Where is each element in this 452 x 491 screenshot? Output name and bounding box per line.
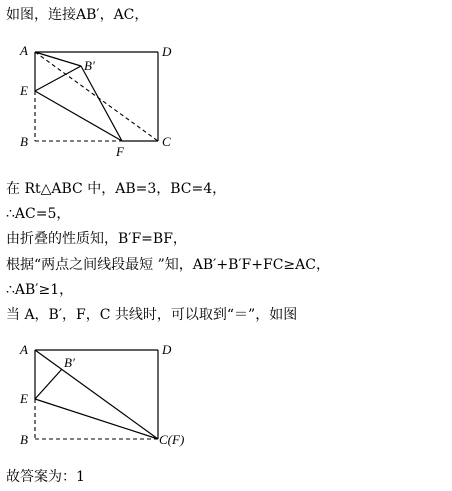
figure-1-diagram: [0, 36, 452, 156]
text-line-2: ∴AC=5，: [6, 206, 71, 222]
figure-2-diagram: [0, 336, 452, 456]
segment-ec: [35, 399, 158, 439]
label-e: E: [20, 83, 28, 98]
text-line-3: 由折叠的性质知，B′F=BF，: [6, 231, 187, 247]
label-b: B: [20, 432, 28, 447]
label-a: A: [20, 43, 28, 58]
intro-line: 如图，连接AB′，AC，: [6, 7, 149, 23]
answer-line: 故答案为：1: [6, 469, 85, 485]
figure-1: [0, 36, 452, 156]
label-d: D: [162, 342, 172, 357]
label-f: F: [116, 144, 124, 156]
segment-ac: [35, 350, 158, 439]
text-line-5: ∴AB′≥1，: [6, 282, 74, 298]
text-line-1: 在 Rt△ABC 中，AB=3，BC=4，: [6, 181, 227, 197]
label-c: C: [162, 134, 171, 149]
label-e: E: [20, 391, 28, 406]
label-b-prime: B′: [84, 58, 95, 73]
segment-eb-prime: [35, 369, 62, 399]
label-a: A: [20, 342, 28, 357]
figure-2: [0, 336, 452, 456]
text-line-4: 根据“两点之间线段最短 ”知，AB′+B′F+FC≥AC，: [6, 257, 330, 273]
label-d: D: [162, 44, 172, 59]
diagonal-ac-dashed: [35, 52, 158, 141]
segment-ab-prime: [35, 52, 81, 66]
text-line-6: 当 A，B′，F，C 共线时，可以取到“＝”，如图: [6, 307, 298, 323]
label-b-prime: B′: [64, 355, 75, 370]
label-c-f: C(F): [159, 432, 185, 447]
label-b: B: [20, 134, 28, 149]
segment-eb-prime: [35, 66, 81, 91]
